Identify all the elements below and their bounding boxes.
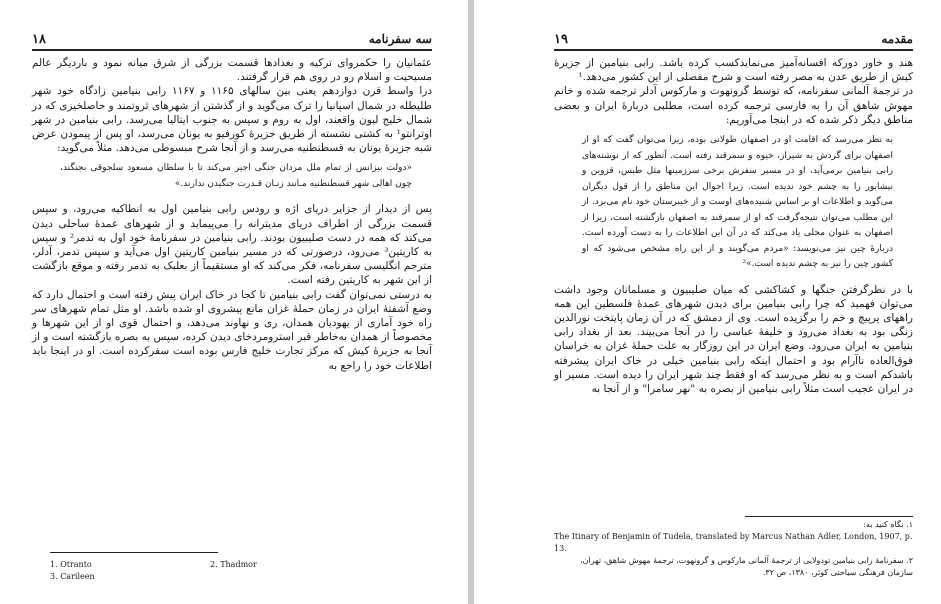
left-page — [0, 0, 468, 604]
header-rule — [554, 49, 913, 51]
paragraph: عثمانیان را حکمروای ترکیه و بغدادها قسمت بزرگی از شرق میانه نمود و باردیگر عالم مسیحیت و اسلام رو در روی هم قرار گرفتند. — [32, 57, 432, 84]
footnote-rule — [50, 552, 218, 553]
footnotes — [50, 559, 310, 583]
right-page-header — [554, 32, 913, 48]
paragraph: با در نظرگرفتن جنگها و کشاکشی که میان صلیبیون و مسلمانان وجود داشت می‌توان فهمید که چرا رابی بنیامین برای دیدن شهرهای عمدهٔ فلسطین این همه راههای پرپیچ و خم را برگزیده است. وی از دمشق که در آن زمان پایتخت نورالدین زنگی بود به بغداد می‌رود و خلیفهٔ عباسی را در آنجا می‌بیند. بعد از بغداد رابی بنیامین به ایران می‌رود. وضع ایران در این روزگار به علت حملهٔ غزان به خراسان فوق‌العاده ناآرام بود و احتمال اینکه رابی بنیامین خیلی در خاک ایران پیشرفته باشدکم است و به نظر می‌رسد که او فقط چند شهر ایران را دیده است. مسیر او در ایران عجیب است مثلاً رابی بنیامین از بصره به "نهر سامرا" و از آنجا به — [554, 283, 913, 395]
left-page-body — [32, 56, 432, 373]
block-quote: به نظر می‌رسد که اقامت او در اصفهان طولانی بوده، زیرا می‌توان گفت که او از اصفهان برای گردش به شیراز، خیوه و سمرقند رفته است. آنطور که از نوشته‌های رابی بنیامین برمی‌آید، او در مسیر سفرش برخی سرزمینها مثل طبس، قزوین و نیشابور را به چشم خود ندیده است. زیرا احوال این مناطق را از قول دیگران می‌گوید و اطلاعات او بر اساس شنیده‌های اوست و از خیبرستان خود نام می‌برد. از این مطلب می‌توان نتیجه‌گرفت که او از سمرقند به اصفهان بازگشته است، زیرا از اصفهان به عنوان محلی یاد می‌کند که در آن این اطلاعات را به دست آورده است. دربارهٔ چین نیز می‌نویسد: «مردم می‌گویند و از این راه مشخص می‌شود که او کشور چین را نیز به چشم ندیده است.»² — [582, 135, 893, 270]
footnote: ۲. سفرنامهٔ رابی بنیامین تودولایی از ترجمهٔ آلمانی مارکوس و گرونهوت، ترجمهٔ مهوش شاهق، تهران، سازمان فرهنگی سیاحتی کوثر، ۱۳۸۰، ص ۳۲. — [580, 556, 913, 577]
footnote: 1. Otranto — [50, 560, 92, 569]
paragraph: درا واسط قرن دوازدهم یعنی بین سالهای ۱۱۶۵ و ۱۱۶۷ رابی بنیامین زادگاه خود شهر طلیطله در شمال اسپانیا را ترک می‌گوید و از گذشتن از شهرهای ثروتمند و حاصلخیزی که در شمال خلیج لیون واقعند، اول به روم و سپس به جنوب ایتالیا می‌رسد. رابی بنیامین در شهر اوترانتو¹ به کشتی نشسته از طریق جزیرهٔ کورفیو به یونان می‌رسد، او پس از پیمودن عرض شبه جزیرهٔ یونان به قسطنطنیه می‌رسد و از آنجا شرح مبسوطی می‌دهد. مثلاً می‌گوید: — [32, 85, 433, 155]
page-number: ۱۸ — [32, 32, 46, 47]
paragraph: به درستی نمی‌توان گفت رابی بنیامین تا کجا در خاک ایران پیش رفته است و احتمال دارد که وضع آشفتهٔ ایران در زمان حملهٔ غزان مانع پیشروی او شده باشد. او مثل تمام شهرهای سر راه خود آماری از یهودیان همدان، ری و نهاوند می‌دهد، و احتمال قوی او از این شهرها و مخصوصاً از همدان به‌خاطر قبر استرومردخای دیدن کرده، سپس به بصره بازگشته است و از آنجا به جزیرهٔ کیش که مرکز تجارت خلیج فارس بوده است سفرکرده است. او در اینجا باید اطلاعات خود را راجع به — [32, 288, 432, 372]
right-page — [474, 0, 941, 604]
block-quote: «دولت بیزانس از تمام ملل مردان جنگی اجیر می‌کند تا با سلطان مسعود سلجوقی بجنگند، چون اهالی شهر قسطنطنیه مـانند زنـان قـدرت جنگیدن ندارند.» — [60, 163, 412, 189]
right-page-body — [554, 56, 913, 396]
paragraph: در ترجمهٔ آلمانی سفرنامه، که توسط گرونهوت و مارکوس آدلر ترجمه شده و خانم مهوش شاهق آن را به فارسی ترجمه کرده است، مطلبی دربارهٔ ایران و بعضی مناطق دیگر ذکر شده که در اینجا می‌آوریم: — [554, 85, 913, 126]
running-title: سه سفرنامه — [368, 32, 432, 46]
paragraph: هند و خاور دورکه افسانه‌آمیز می‌نمایدکسب کرده باشد. رابی بنیامین از جزیرهٔ کیش از طریق عدن به مصر رفته است و شرح مفصلی از این کشور می‌دهد.¹ — [554, 57, 913, 84]
footnote: The Itinary of Benjamin of Tudela, translated by Marcus Nathan Adler, London, 1907, p. 13. — [554, 532, 913, 553]
footnote-rule — [745, 516, 913, 517]
footnote-label: ۱. نگاه کنید به: — [863, 520, 913, 529]
running-title: مقدمه — [881, 32, 913, 46]
left-page-header — [32, 32, 432, 48]
page-number: ۱۹ — [554, 32, 568, 47]
header-rule — [32, 49, 432, 51]
paragraph: پس از دیدار از جزایر دریای اژه و رودس رابی بنیامین اول به انطاکیه می‌رود، و سپس قسمت بزرگی از اطراف دریای مدیترانه را می‌پیماید و از شهرهای عمدهٔ ساحلی دیدن می‌کند که همه در دست صلیبیون بودند. رابی بنیامین در سفرنامهٔ خود اول به تدمر² و سپس به کاریتین³ می‌رود، درصورتی که در مسیر بنیامین کاریتین اول می‌آید و سپس تدمر، آدلر، مترجم انگلیسی سفرنامه، فکر می‌کند که او مستقیماً از بعلبک به تدمر رفته و موقع بازگشت از این شهر به کاریتین رفته است. — [32, 203, 432, 287]
footnote: 2. Thadmor — [210, 560, 257, 569]
footnotes — [554, 519, 913, 579]
footnote: 3. Carileen — [50, 572, 95, 581]
